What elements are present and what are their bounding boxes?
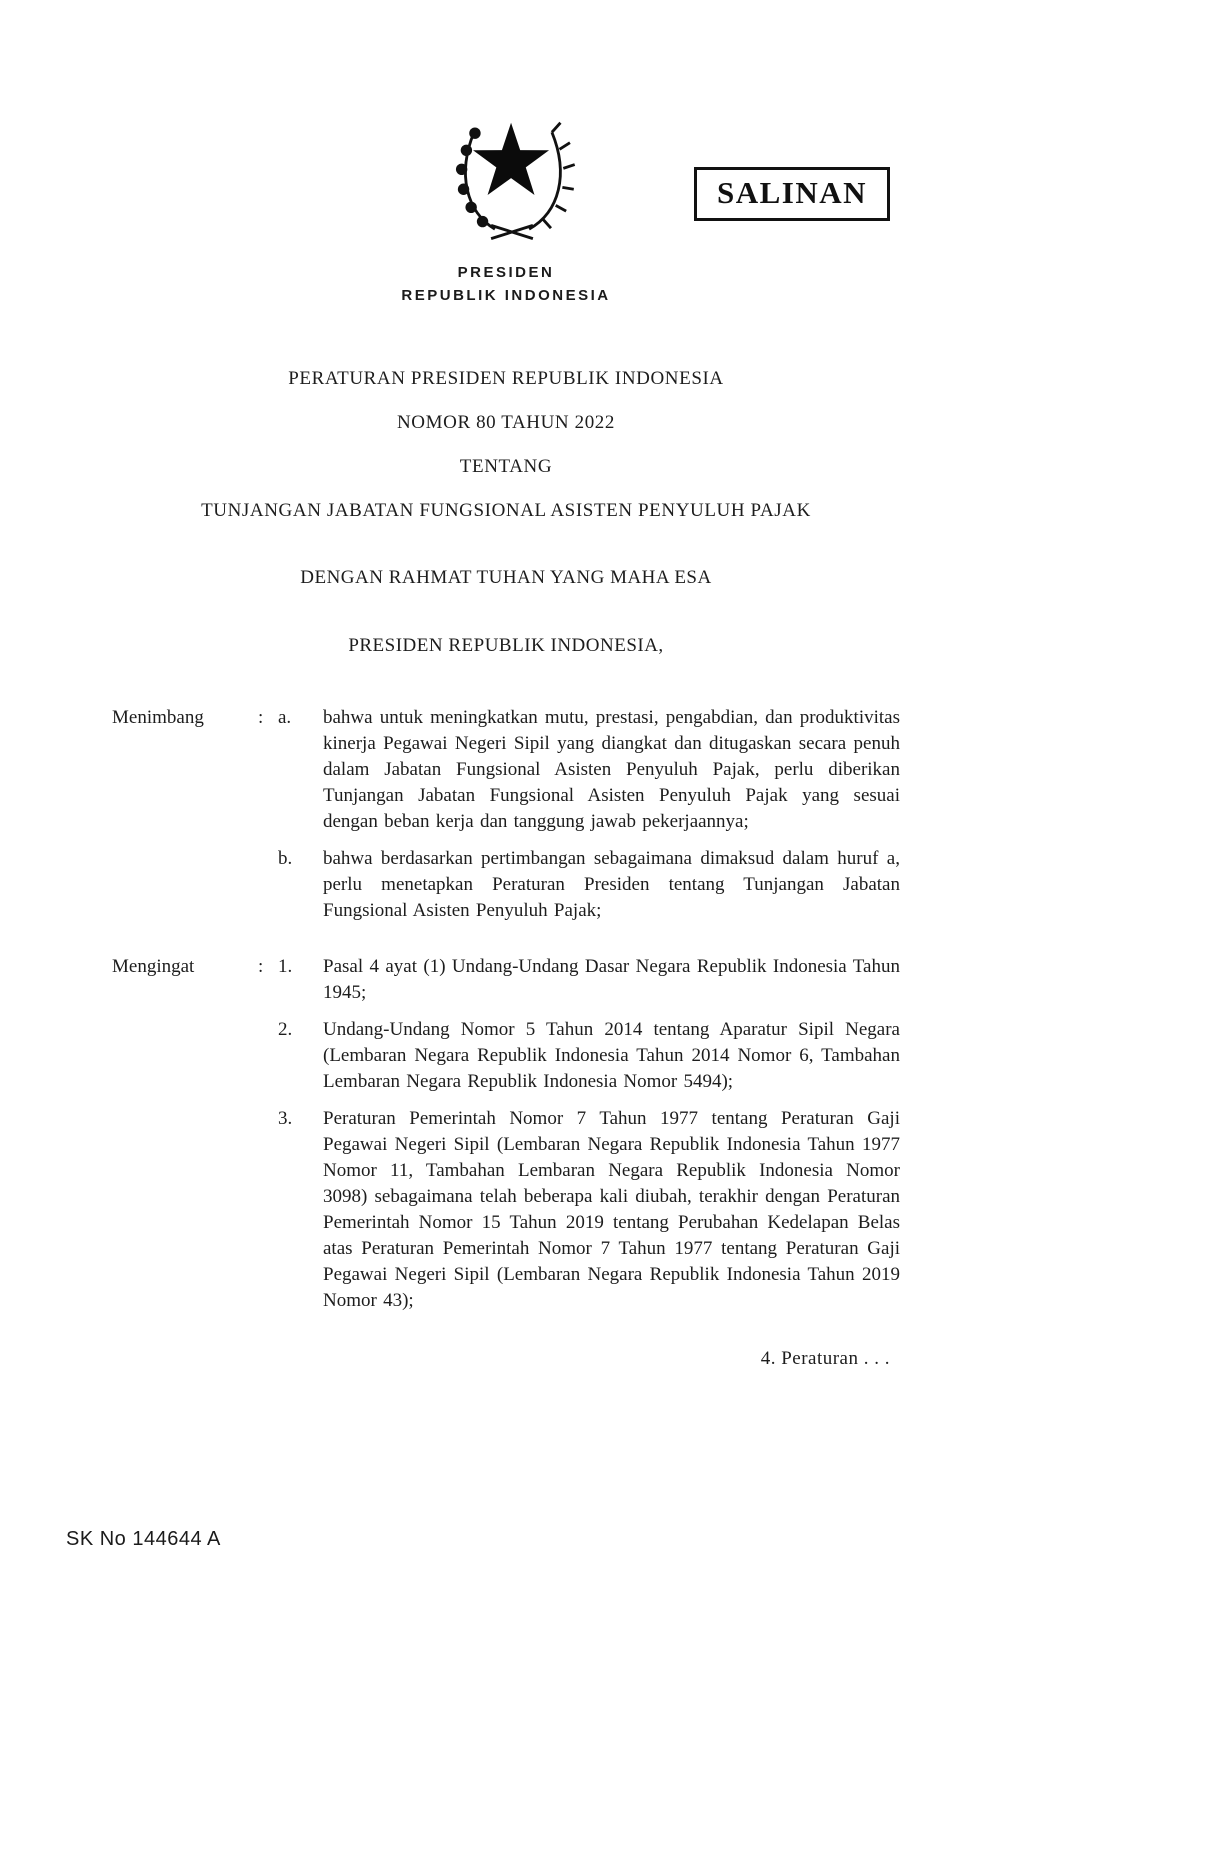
mengingat-section — [112, 954, 900, 1314]
item-marker: 2. — [278, 1019, 293, 1040]
page-catchword: 4. Peraturan . . . — [760, 1348, 890, 1369]
item-text: bahwa berdasarkan pertimbangan sebagaimana dimaksud dalam huruf a, perlu menetapkan Peraturan Presiden tentang Tunjangan Jabatan Fungsional Asisten Penyuluh Pajak; — [323, 848, 900, 921]
item-marker: 3. — [278, 1108, 293, 1129]
mengingat-colon: : — [258, 956, 264, 977]
item-marker: 1. — [278, 956, 293, 977]
mengingat-label: Mengingat — [112, 956, 195, 977]
menimbang-colon: : — [258, 707, 264, 728]
presidential-star-wreath-emblem-icon — [436, 100, 588, 250]
regulation-number: NOMOR 80 TAHUN 2022 — [396, 412, 615, 433]
consideration-item — [112, 846, 900, 924]
menimbang-section — [112, 705, 900, 924]
tentang-label: TENTANG — [459, 456, 553, 477]
item-text: bahwa untuk meningkatkan mutu, prestasi, pengabdian, dan produktivitas kinerja Pegawai Negeri Sipil yang diangkat dan ditugaskan secara penuh dalam Jabatan Fungsional Asisten Penyuluh Pajak, perlu diberikan Tunjangan Jabatan Fungsional Asisten Penyuluh Pajak yang sesuai dengan beban kerja dan tanggung jawab pekerjaannya; — [323, 707, 900, 832]
legal-basis-item — [112, 1106, 900, 1314]
regulation-title: PERATURAN PRESIDEN REPUBLIK INDONESIA — [288, 368, 724, 389]
menimbang-label: Menimbang — [112, 707, 204, 728]
sk-number: SK No 144644 A — [66, 1528, 221, 1550]
item-text: Peraturan Pemerintah Nomor 7 Tahun 1977 tentang Peraturan Gaji Pegawai Negeri Sipil (Lembaran Negara Republik Indonesia Tahun 1977 Nomor 11, Tambahan Lembaran Negara Republik Indonesia Nomor 3098) sebagaimana telah beberapa kali diubah, terakhir dengan Peraturan Pemerintah Nomor 15 Tahun 2019 tentang Perubahan Kedelapan Belas atas Peraturan Pemerintah Nomor 7 Tahun 1977 tentang Peraturan Gaji Pegawai Negeri Sipil (Lembaran Negara Republik Indonesia Tahun 2019 Nomor 43); — [323, 1108, 900, 1311]
item-text: Undang-Undang Nomor 5 Tahun 2014 tentang Aparatur Sipil Negara (Lembaran Negara Republik Indonesia Tahun 2014 Nomor 6, Tambahan Lembaran Negara Republik Indonesia Nomor 5494); — [323, 1019, 900, 1092]
document-body — [112, 368, 900, 1370]
letterhead-presiden: PRESIDEN — [457, 264, 555, 281]
salinan-stamp — [694, 167, 890, 221]
letterhead — [112, 261, 900, 307]
invocation-line: DENGAN RAHMAT TUHAN YANG MAHA ESA — [300, 567, 712, 588]
item-marker: b. — [278, 848, 293, 869]
item-marker: a. — [278, 707, 292, 728]
letterhead-republik-indonesia: REPUBLIK INDONESIA — [401, 287, 611, 304]
item-text: Pasal 4 ayat (1) Undang-Undang Dasar Negara Republik Indonesia Tahun 1945; — [323, 956, 900, 1003]
consideration-item — [112, 705, 900, 835]
authority-line: PRESIDEN REPUBLIK INDONESIA, — [348, 635, 664, 656]
legal-basis-item — [112, 954, 900, 1006]
regulation-subject: TUNJANGAN JABATAN FUNGSIONAL ASISTEN PENYULUH PAJAK — [201, 500, 811, 521]
legal-basis-item — [112, 1017, 900, 1095]
salinan-stamp-label: SALINAN — [717, 175, 868, 210]
